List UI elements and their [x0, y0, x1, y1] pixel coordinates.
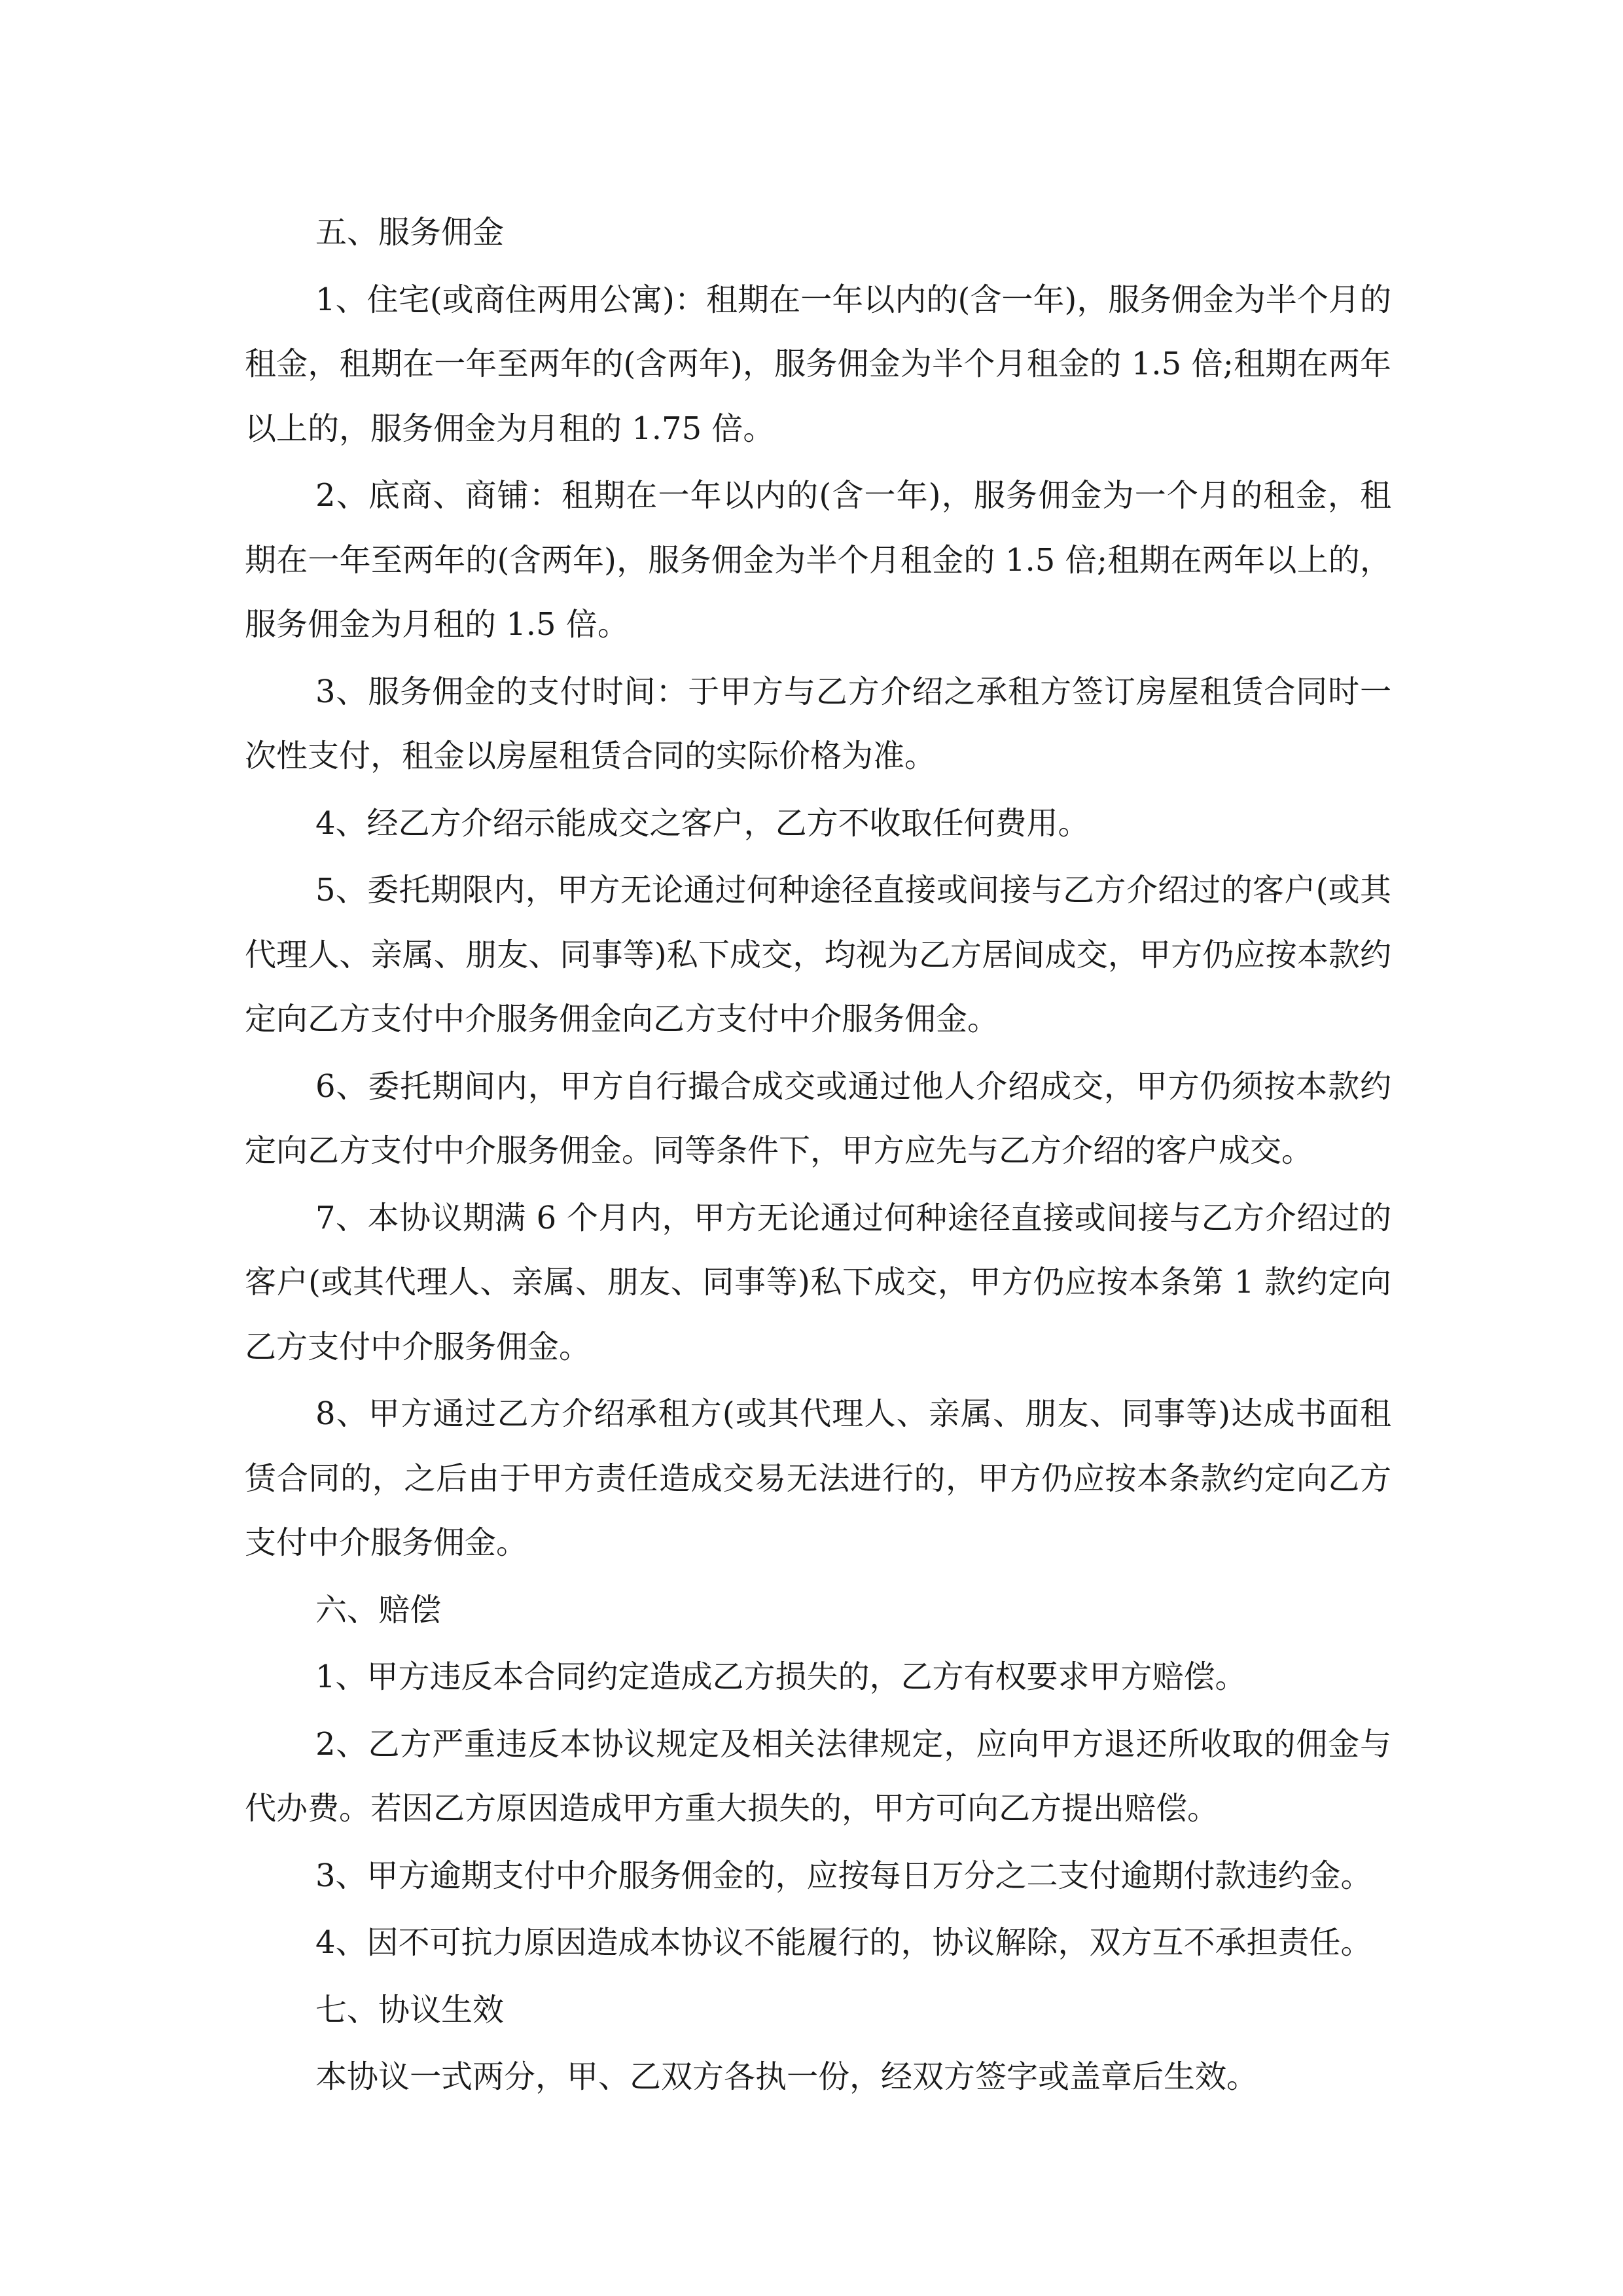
clause-6-2: 2、乙方严重违反本协议规定及相关法律规定，应向甲方退还所收取的佣金与代办费。若因乙方原因造成甲方重大损失的，甲方可向乙方提出赔偿。: [245, 1725, 1391, 1827]
clause-5-8-breach: 8、甲方通过乙方介绍承租方(或其代理人、亲属、朋友、同事等)达成书面租赁合同的，之后由于甲方责任造成交易无法进行的，甲方仍应按本条款约定向乙方支付中介服务佣金。: [245, 1395, 1391, 1561]
clause-5-1-residential: 1、住宅(或商住两用公寓)：租期在一年以内的(含一年)，服务佣金为半个月的租金，租期在一年至两年的(含两年)，服务佣金为半个月租金的 1.5 倍;租期在两年以上的，服务佣金为月租的 1.75 倍。: [245, 281, 1391, 447]
clause-5-4-no-fee: 4、经乙方介绍示能成交之客户，乙方不收取任何费用。: [315, 804, 1090, 842]
document-body: [245, 200, 1391, 2112]
clause-7-effect: 本协议一式两分，甲、乙双方各执一份，经双方签字或盖章后生效。: [315, 2058, 1258, 2095]
clause-5-2-commercial: 2、底商、商铺：租期在一年以内的(含一年)，服务佣金为一个月的租金，租期在一年至两年的(含两年)，服务佣金为半个月租金的 1.5 倍;租期在两年以上的，服务佣金为月租的 1.5 倍。: [245, 477, 1391, 643]
clause-5-3-payment-time: 3、服务佣金的支付时间：于甲方与乙方介绍之承租方签订房屋租赁合同时一次性支付，租金以房屋租赁合同的实际价格为准。: [245, 673, 1391, 774]
clause-6-4: 4、因不可抗力原因造成本协议不能履行的，协议解除，双方互不承担责任。: [315, 1924, 1372, 1961]
clause-5-7-after-expiry: 7、本协议期满 6 个月内，甲方无论通过何种途径直接或间接与乙方介绍过的客户(或其代理人、亲属、朋友、同事等)私下成交，甲方仍应按本条第 1 款约定向乙方支付中介服务佣金。: [245, 1199, 1391, 1365]
section-heading-compensation: 六、赔偿: [315, 1591, 442, 1628]
clause-5-6-self-deal: 6、委托期间内，甲方自行撮合成交或通过他人介绍成交，甲方仍须按本款约定向乙方支付中介服务佣金。同等条件下，甲方应先与乙方介绍的客户成交。: [245, 1067, 1391, 1169]
clause-6-1: 1、甲方违反本合同约定造成乙方损失的，乙方有权要求甲方赔偿。: [315, 1659, 1247, 1695]
section-heading-commission: 五、服务佣金: [315, 214, 505, 251]
section-heading-effectiveness: 七、协议生效: [315, 1991, 505, 2028]
clause-5-5-private-deal: 5、委托期限内，甲方无论通过何种途径直接或间接与乙方介绍过的客户(或其代理人、亲属、朋友、同事等)私下成交，均视为乙方居间成交，甲方仍应按本款约定向乙方支付中介服务佣金向乙方支付中介服务佣金。: [245, 872, 1391, 1037]
clause-6-3: 3、甲方逾期支付中介服务佣金的，应按每日万分之二支付逾期付款违约金。: [315, 1857, 1372, 1894]
